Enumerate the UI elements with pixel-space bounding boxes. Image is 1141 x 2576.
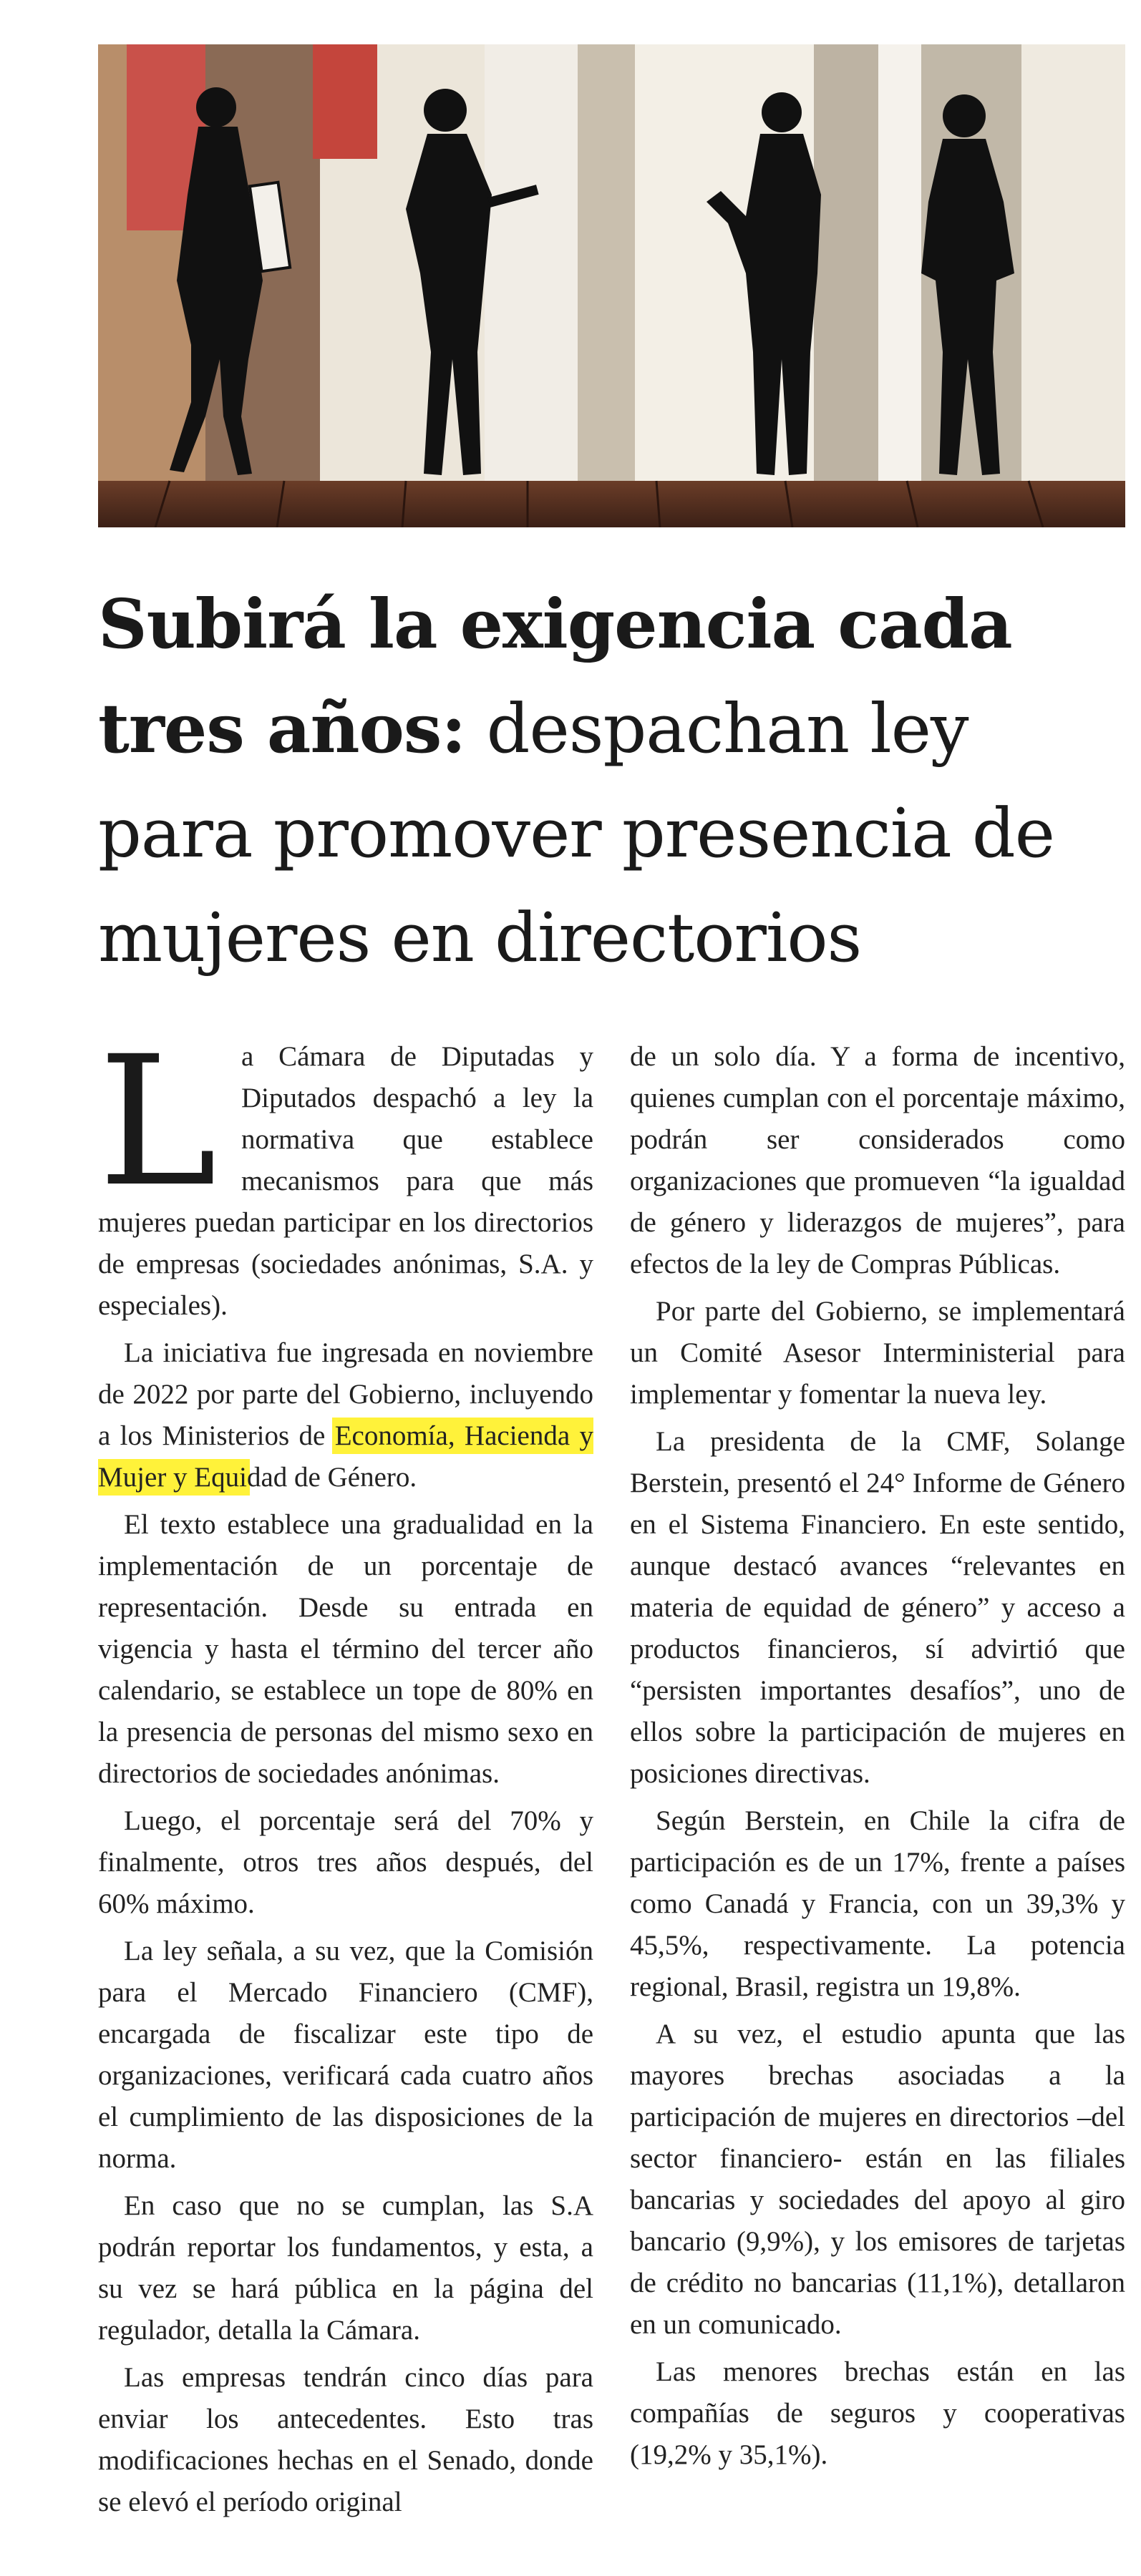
article-paragraph: En caso que no se cumplan, las S.A podrán reportar los fundamentos, y esta, a su vez se hará pública en la página del regulador, detalla la Cámara. [98, 2190, 593, 2346]
drop-cap: L [98, 1018, 218, 1226]
article-paragraph [98, 1332, 593, 1498]
article-paragraph: Por parte del Gobierno, se implementará un Comité Asesor Interministerial para implementar y fomentar la nueva ley. [630, 1296, 1125, 1410]
headline-bold-part: Subirá la exigencia cada tres años: [98, 585, 1012, 769]
article-paragraph: A su vez, el estudio apunta que las mayores brechas asociadas a la participación de mujeres en directorios –del sector financiero- están en las filiales bancarias y sociedades del apoyo al giro bancario (9,9%), y los emisores de tarjetas de crédito no bancarias (11,1%), detallaron en un comunicado. [630, 2019, 1125, 2340]
paragraph-text: La iniciativa fue ingresada en noviembre de 2022 por parte del Gobierno, incluyendo a los Ministerios de [98, 1337, 593, 1451]
paragraph-text: dad de Género. [246, 1462, 417, 1493]
article-column-left [98, 1018, 593, 2529]
article-paragraph: Luego, el porcentaje será del 70% y finalmente, otros tres años después, del 60% máximo. [98, 1805, 593, 1919]
highlighted-text: Economía, Hacienda y Mujer y Equi [98, 1420, 593, 1493]
article-paragraph: La presidenta de la CMF, Solange Berstein, presentó el 24° Informe de Género en el Sistema Financiero. En este sentido, aunque destacó avances “relevantes en materia de equidad de género” y acceso a productos financieros, sí advirtió que “persisten importantes desafíos”, uno de ellos sobre la participación de mujeres en posiciones directivas. [630, 1426, 1125, 1789]
article-paragraph: La ley señala, a su vez, que la Comisión para el Mercado Financiero (CMF), encargada de fiscalizar este tipo de organizaciones, verificará cada cuatro años el cumplimiento de las disposiciones de la norma. [98, 1936, 593, 2174]
article-paragraph: Según Berstein, en Chile la cifra de participación es de un 17%, frente a países como Canadá y Francia, con un 39,3% y 45,5%, respectivamente. La potencia regional, Brasil, registra un 19,8%. [630, 1805, 1125, 2002]
article-paragraph: Las menores brechas están en las compañías de seguros y cooperativas (19,2% y 35,1%). [630, 2356, 1125, 2470]
article-photo [98, 44, 1125, 527]
article-paragraph: Las empresas tendrán cinco días para enviar los antecedentes. Esto tras modificaciones hechas en el Senado, donde se elevó el período original [98, 2362, 593, 2517]
headline-regular-part: despachan ley para promover presencia de mujeres en directorios [98, 690, 1054, 977]
article-paragraph: El texto establece una gradualidad en la implementación de un porcentaje de representación. Desde su entrada en vigencia y hasta el término del tercer año calendario, se establece un tope de 80% en la presencia de personas del mismo sexo en directorios de sociedades anónimas. [98, 1509, 593, 1789]
article-column-right [630, 1036, 1125, 2482]
paragraph-text: a Cámara de Diputadas y Diputados despachó a ley la normativa que establece mecanismos para que más mujeres puedan participar en los directorios de empresas (sociedades anónimas, S.A. y especiales). [98, 1041, 593, 1321]
headline [98, 572, 1129, 990]
article-paragraph: de un solo día. Y a forma de incentivo, quienes cumplan con el porcentaje máximo, podrán ser considerados como organizaciones que promueven “la igualdad de género y liderazgos de mujeres”, para efectos de la ley de Compras Públicas. [630, 1041, 1125, 1279]
businesswomen-silhouettes-illustration [98, 44, 1125, 527]
article-paragraph [98, 1018, 593, 1327]
